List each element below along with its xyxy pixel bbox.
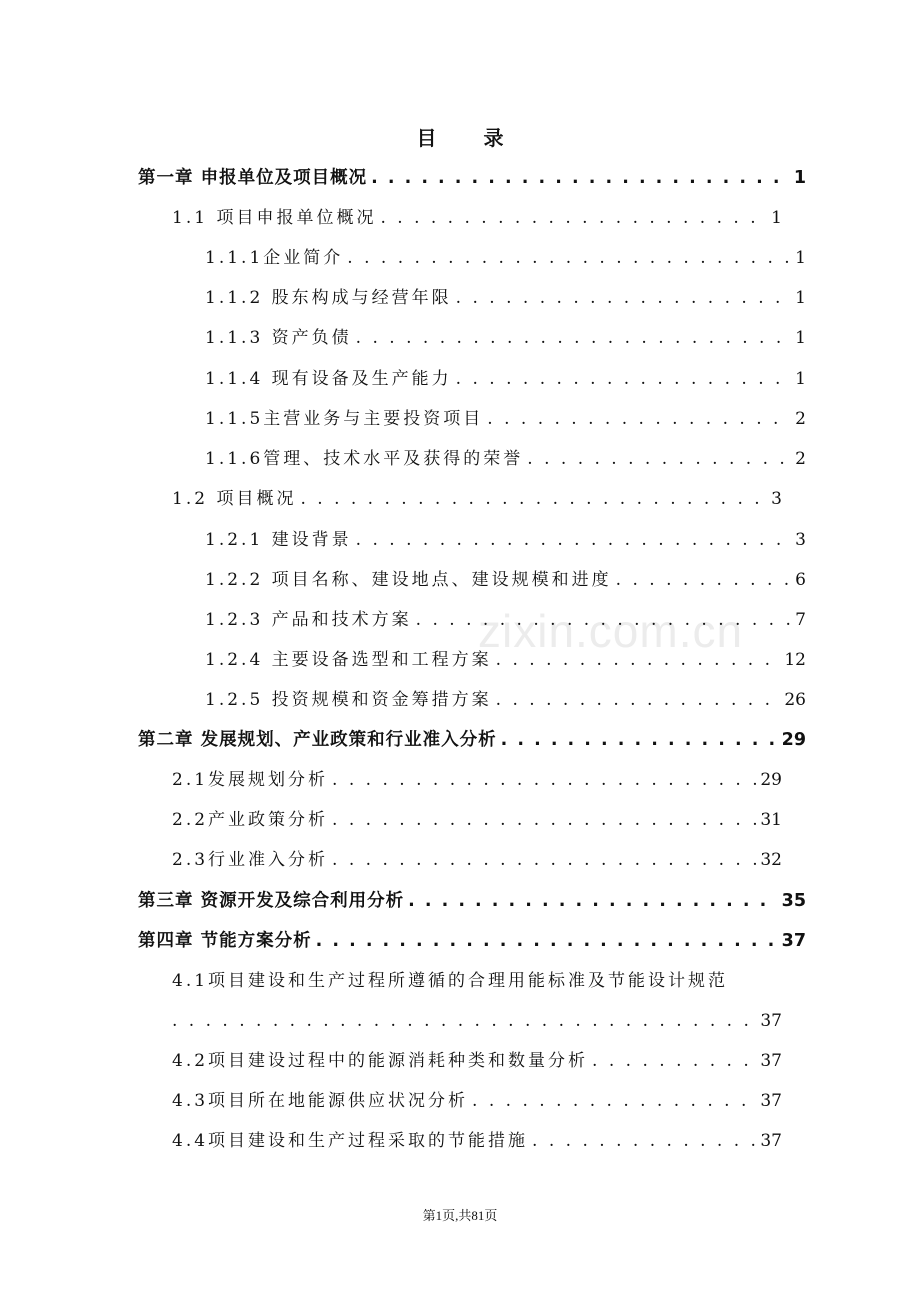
toc-entry[interactable] [205, 406, 806, 432]
toc-entry-label: 4.1项目建设和生产过程所遵循的合理用能标准及节能设计规范 [172, 971, 729, 991]
toc-entry[interactable] [205, 567, 806, 593]
watermark: zixin.com.cn [478, 605, 744, 657]
dot-leader [332, 847, 756, 873]
dot-leader [496, 687, 781, 713]
toc-entry-page: 37 [760, 1011, 782, 1031]
toc-entry[interactable] [172, 968, 782, 994]
toc-entry-page: 29 [781, 730, 806, 750]
dot-leader [532, 1128, 756, 1154]
toc-entry-label: 1.2.3 产品和技术方案 [205, 610, 412, 630]
toc-entry[interactable] [138, 727, 806, 753]
toc-entry[interactable] [172, 1128, 782, 1154]
toc-entry[interactable] [172, 486, 782, 512]
toc-entry-page: 6 [795, 570, 806, 590]
toc-entry-label: 第四章 节能方案分析 [138, 931, 312, 951]
toc-entry-page: 1 [795, 288, 806, 308]
toc-entry[interactable] [205, 527, 806, 553]
toc-entry-page: 31 [760, 810, 782, 830]
toc-entry-label: 1.1.2 股东构成与经营年限 [205, 288, 452, 308]
dot-leader [332, 807, 756, 833]
dot-leader [496, 647, 781, 673]
toc-entry-label: 1.2.2 项目名称、建设地点、建设规模和进度 [205, 570, 612, 590]
toc-entry[interactable] [172, 1088, 782, 1114]
toc-entry-label: 1.1.5主营业务与主要投资项目 [205, 409, 484, 429]
dot-leader [487, 406, 791, 432]
dot-leader [356, 325, 792, 351]
toc-entry-label: 第二章 发展规划、产业政策和行业准入分析 [138, 730, 497, 750]
toc-entry-page: 35 [781, 891, 806, 911]
toc-entry-page: 32 [760, 850, 782, 870]
toc-entry-label: 2.2产业政策分析 [172, 810, 329, 830]
toc-entry-label: 1.1.1企业简介 [205, 248, 344, 268]
toc-entry[interactable] [205, 245, 806, 271]
toc-entry-page: 1 [795, 248, 806, 268]
toc-entry[interactable] [138, 165, 806, 191]
toc-entry[interactable] [205, 366, 806, 392]
toc-entry-page: 1 [795, 328, 806, 348]
toc-entry-label: 4.2项目建设过程中的能源消耗种类和数量分析 [172, 1051, 589, 1071]
toc-entry-page: 2 [795, 409, 806, 429]
toc-title: 目 录 [416, 126, 524, 150]
toc-entry[interactable] [205, 446, 806, 472]
toc-entry[interactable] [205, 325, 806, 351]
toc-entry[interactable] [172, 205, 782, 231]
dot-leader [356, 527, 792, 553]
dot-leader [616, 567, 792, 593]
toc-entry-label: 1.1.6管理、技术水平及获得的荣誉 [205, 449, 524, 469]
toc-entry[interactable] [205, 607, 806, 633]
toc-entry-label: 1.2.5 投资规模和资金筹措方案 [205, 690, 492, 710]
toc-entry-page: 37 [760, 1091, 782, 1111]
toc-entry-page: 1 [795, 369, 806, 389]
toc-entry-page: 2 [795, 449, 806, 469]
toc-entry[interactable] [172, 767, 782, 793]
toc-entry-page: 12 [784, 650, 806, 670]
toc-entry-label: 1.2.4 主要设备选型和工程方案 [205, 650, 492, 670]
toc-entry-page: 37 [760, 1131, 782, 1151]
toc-entry-label: 1.1.3 资产负债 [205, 328, 352, 348]
page-footer: 第1页,共81页 [422, 1208, 498, 1223]
dot-leader [501, 727, 778, 753]
dot-leader [527, 446, 791, 472]
toc-entry[interactable] [138, 928, 806, 954]
toc-entry-label: 2.1发展规划分析 [172, 770, 329, 790]
dot-leader [380, 205, 767, 231]
toc-entry-page: 1 [771, 208, 782, 228]
dot-leader [347, 245, 791, 271]
toc-entry-page: 37 [760, 1051, 782, 1071]
toc-entry-label: 1.1.4 现有设备及生产能力 [205, 369, 452, 389]
toc-entry[interactable] [172, 847, 782, 873]
toc-entry[interactable] [172, 1048, 782, 1074]
toc-entry-page: 3 [771, 489, 782, 509]
toc-entry-label: 4.3项目所在地能源供应状况分析 [172, 1091, 469, 1111]
toc-entry[interactable] [205, 285, 806, 311]
toc-entry-label: 第一章 申报单位及项目概况 [138, 168, 368, 188]
toc-entry[interactable] [205, 647, 806, 673]
toc-entry-page: 26 [784, 690, 806, 710]
toc-entry-label: 4.4项目建设和生产过程采取的节能措施 [172, 1131, 529, 1151]
toc-entry-label: 1.2 项目概况 [172, 489, 297, 509]
toc-entry[interactable] [205, 687, 806, 713]
toc-entry-page: 3 [795, 530, 806, 550]
dot-leader [172, 1008, 756, 1034]
dot-leader [316, 928, 778, 954]
toc-entry-label: 第三章 资源开发及综合利用分析 [138, 891, 405, 911]
toc-entry-page: 1 [793, 168, 806, 188]
toc-entry[interactable] [138, 888, 806, 914]
toc-entry-label: 2.3行业准入分析 [172, 850, 329, 870]
toc-entry-page: 7 [795, 610, 806, 630]
dot-leader [472, 1088, 756, 1114]
dot-leader [456, 366, 792, 392]
toc-entry-label: 1.1 项目申报单位概况 [172, 208, 377, 228]
dot-leader [332, 767, 756, 793]
toc-entry-continuation[interactable] [172, 1008, 782, 1034]
dot-leader [371, 165, 790, 191]
dot-leader [592, 1048, 756, 1074]
dot-leader [408, 888, 778, 914]
dot-leader [416, 607, 792, 633]
dot-leader [456, 285, 792, 311]
dot-leader [300, 486, 767, 512]
toc-entry-label: 1.2.1 建设背景 [205, 530, 352, 550]
toc-entry[interactable] [172, 807, 782, 833]
toc-entry-page: 29 [760, 770, 782, 790]
toc-entry-page: 37 [781, 931, 806, 951]
